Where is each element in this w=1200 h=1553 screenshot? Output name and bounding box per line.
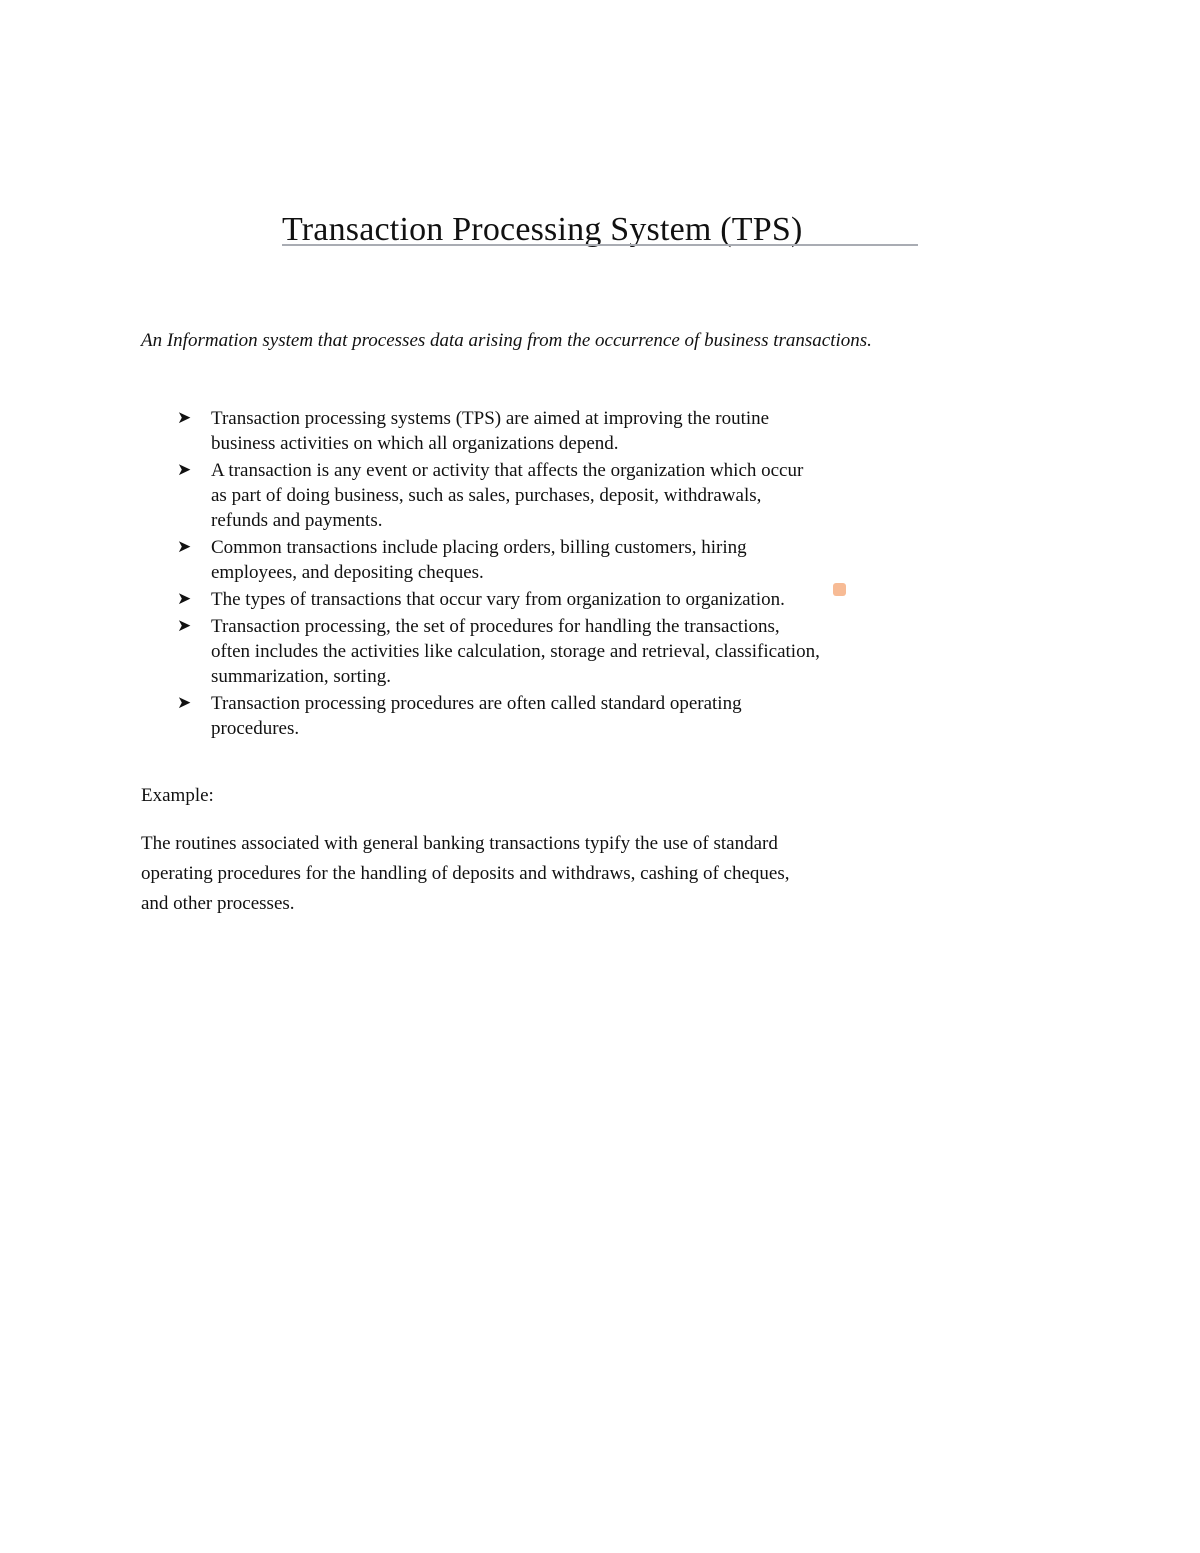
bullet-list: [141, 406, 921, 743]
arrowhead-bullet-icon: ➤: [177, 693, 192, 713]
list-item: [141, 614, 921, 689]
example-line: The routines associated with general banking transactions typify the use of standard: [141, 833, 778, 854]
arrowhead-bullet-icon: ➤: [177, 589, 192, 609]
title-underline: [282, 244, 918, 246]
highlight-mark: [833, 583, 846, 596]
bullet-line: business activities on which all organizations depend.: [211, 433, 619, 454]
arrowhead-bullet-icon: ➤: [177, 408, 192, 428]
bullet-line: Transaction processing procedures are often called standard operating: [211, 693, 742, 714]
intro-paragraph: An Information system that processes data arising from the occurrence of business transactions.: [141, 330, 872, 351]
list-item: [141, 691, 921, 741]
bullet-line: Common transactions include placing orders, billing customers, hiring: [211, 537, 747, 558]
bullet-line: Transaction processing systems (TPS) are aimed at improving the routine: [211, 408, 770, 429]
bullet-line: often includes the activities like calculation, storage and retrieval, classification,: [211, 641, 820, 662]
example-line: and other processes.: [141, 893, 295, 914]
bullet-line: Transaction processing, the set of procedures for handling the transactions,: [211, 616, 780, 637]
arrowhead-bullet-icon: ➤: [177, 616, 192, 636]
bullet-line: The types of transactions that occur vary from organization to organization.: [211, 589, 785, 610]
arrowhead-bullet-icon: ➤: [177, 537, 192, 557]
list-item: [141, 458, 921, 533]
example-line: operating procedures for the handling of deposits and withdraws, cashing of cheques,: [141, 863, 790, 884]
bullet-line: procedures.: [211, 718, 300, 739]
example-paragraph: [141, 829, 901, 919]
example-heading: Example:: [141, 785, 214, 806]
list-item: [141, 587, 921, 612]
page-title: Transaction Processing System (TPS): [282, 211, 803, 248]
bullet-line: summarization, sorting.: [211, 666, 391, 687]
bullet-line: A transaction is any event or activity that affects the organization which occur: [211, 460, 804, 481]
bullet-line: as part of doing business, such as sales, purchases, deposit, withdrawals,: [211, 485, 762, 506]
bullet-line: employees, and depositing cheques.: [211, 562, 484, 583]
bullet-line: refunds and payments.: [211, 510, 383, 531]
list-item: [141, 406, 921, 456]
list-item: [141, 535, 921, 585]
arrowhead-bullet-icon: ➤: [177, 460, 192, 480]
